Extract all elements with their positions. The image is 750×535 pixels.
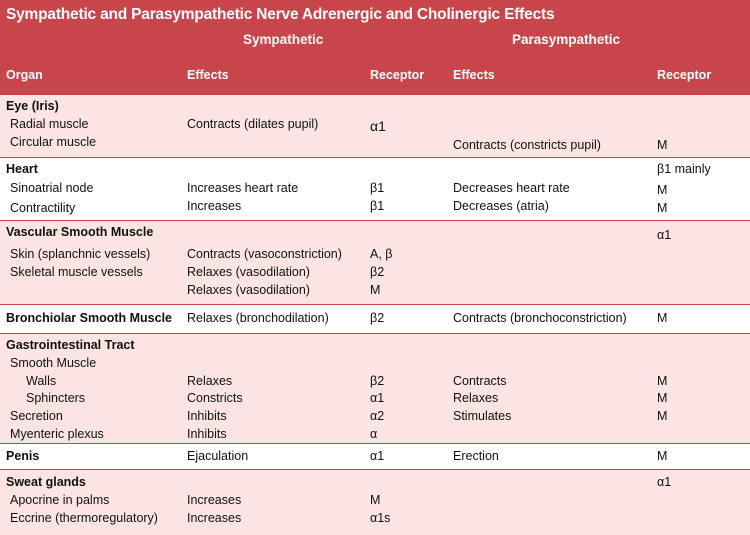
- organ-cell: Apocrine in palms: [10, 493, 110, 507]
- symp-receptor-cell: A, β: [370, 247, 393, 261]
- symp-effect-cell: Relaxes (bronchodilation): [187, 311, 329, 325]
- organ-cell: Myenteric plexus: [10, 427, 104, 441]
- organ-cell: Radial muscle: [10, 117, 89, 131]
- symp-effect-cell: Relaxes (vasodilation): [187, 283, 310, 297]
- table-title: Sympathetic and Parasympathetic Nerve Adrenergic and Cholinergic Effects: [6, 6, 555, 23]
- symp-receptor-cell: M: [370, 283, 381, 297]
- symp-effect-cell: Inhibits: [187, 409, 227, 423]
- symp-effect-cell: Constricts: [187, 391, 243, 405]
- para-receptor-cell: M: [657, 183, 668, 197]
- symp-receptor-cell: α1: [370, 449, 385, 463]
- organ-cell: Sinoatrial node: [10, 181, 94, 195]
- symp-effect-cell: Increases heart rate: [187, 181, 299, 195]
- organ-cell: Skin (splanchnic vessels): [10, 247, 151, 261]
- col-header-organ: Organ: [6, 68, 43, 82]
- symp-effect-cell: Contracts (dilates pupil): [187, 117, 319, 131]
- para-effect-cell: Contracts (constricts pupil): [453, 138, 601, 152]
- section-title: Eye (Iris): [6, 99, 59, 113]
- organ-cell: Skeletal muscle vessels: [10, 265, 143, 279]
- organ-cell: Smooth Muscle: [10, 356, 97, 370]
- section-penis: [0, 443, 750, 469]
- para-receptor-cell: M: [657, 138, 668, 152]
- para-effect-cell: Decreases heart rate: [453, 181, 570, 195]
- symp-receptor-cell: α: [370, 427, 378, 441]
- section-title: Gastrointestinal Tract: [6, 338, 135, 352]
- symp-effect-cell: Relaxes: [187, 374, 233, 388]
- section-eye: [0, 95, 750, 157]
- para-receptor-cell: M: [657, 409, 668, 423]
- section-title: Heart: [6, 162, 38, 176]
- section-title: Vascular Smooth Muscle: [6, 225, 154, 239]
- para-receptor-cell: M: [657, 311, 668, 325]
- symp-receptor-cell: M: [370, 493, 381, 507]
- para-effect-cell: Contracts: [453, 374, 507, 388]
- symp-receptor-cell: β2: [370, 374, 385, 388]
- para-effect-cell: Erection: [453, 449, 499, 463]
- para-receptor-cell: M: [657, 201, 668, 215]
- symp-receptor-cell: β2: [370, 311, 385, 325]
- symp-effect-cell: Contracts (vasoconstriction): [187, 247, 342, 261]
- symp-effect-cell: Inhibits: [187, 427, 227, 441]
- para-receptor-cell: α1: [657, 475, 672, 489]
- para-effect-cell: Decreases (atria): [453, 199, 549, 213]
- section-gastrointestinal: [0, 333, 750, 443]
- table-header: [0, 0, 750, 95]
- symp-receptor-cell: α1: [370, 118, 386, 134]
- col-header-symp-effects: Effects: [187, 68, 229, 82]
- para-receptor-cell: α1: [657, 228, 672, 242]
- sympathetic-group-header: Sympathetic: [243, 32, 324, 47]
- col-header-para-receptor: Receptor: [657, 68, 712, 82]
- organ-cell: Eccrine (thermoregulatory): [10, 511, 158, 525]
- symp-effect-cell: Ejaculation: [187, 449, 249, 463]
- para-effect-cell: Relaxes: [453, 391, 499, 405]
- symp-receptor-cell: α1s: [370, 511, 391, 525]
- section-title: Bronchiolar Smooth Muscle: [6, 311, 172, 325]
- symp-effect-cell: Increases: [187, 199, 242, 213]
- symp-receptor-cell: α2: [370, 409, 385, 423]
- col-header-symp-receptor: Receptor: [370, 68, 425, 82]
- symp-receptor-cell: α1: [370, 391, 385, 405]
- symp-effect-cell: Relaxes (vasodilation): [187, 265, 310, 279]
- organ-cell: Secretion: [10, 409, 63, 423]
- organ-cell: Contractility: [10, 201, 76, 215]
- section-title: Sweat glands: [6, 475, 86, 489]
- organ-cell: Sphincters: [26, 391, 86, 405]
- symp-effect-cell: Increases: [187, 493, 242, 507]
- section-vascular: [0, 220, 750, 304]
- para-effect-cell: Stimulates: [453, 409, 512, 423]
- para-receptor-cell: M: [657, 374, 668, 388]
- para-receptor-cell: M: [657, 391, 668, 405]
- organ-cell: Walls: [26, 374, 57, 388]
- section-heart: [0, 157, 750, 220]
- section-sweat-glands: [0, 469, 750, 535]
- section-bronchiolar: [0, 304, 750, 333]
- symp-receptor-cell: β1: [370, 199, 385, 213]
- para-receptor-cell: M: [657, 449, 668, 463]
- symp-receptor-cell: β1: [370, 181, 385, 195]
- col-header-para-effects: Effects: [453, 68, 495, 82]
- section-title: Penis: [6, 449, 40, 463]
- para-effect-cell: Contracts (bronchoconstriction): [453, 311, 627, 325]
- symp-receptor-cell: β2: [370, 265, 385, 279]
- para-receptor-cell: β1 mainly: [657, 162, 711, 176]
- parasympathetic-group-header: Parasympathetic: [512, 32, 621, 47]
- organ-cell: Circular muscle: [10, 135, 97, 149]
- symp-effect-cell: Increases: [187, 511, 242, 525]
